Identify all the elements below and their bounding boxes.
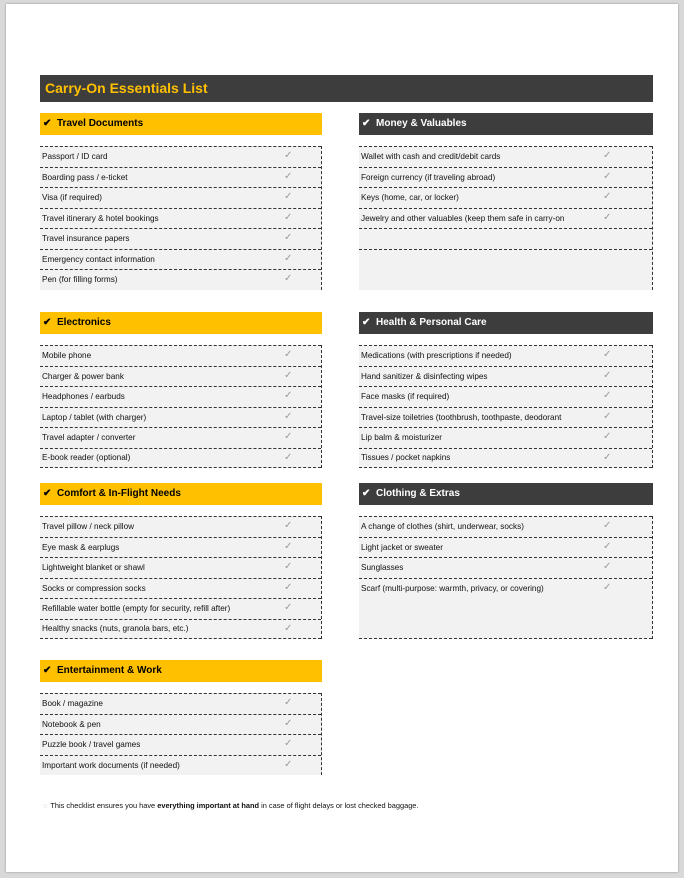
checklist	[40, 146, 322, 290]
checkmark-icon[interactable]: ✓	[284, 349, 293, 360]
checkmark-icon[interactable]: ✓	[603, 561, 612, 572]
section-entertainment-work	[40, 660, 322, 775]
checkmark-icon: ✔	[43, 118, 52, 129]
list-item[interactable]: Wallet with cash and credit/debit cards ✓	[359, 146, 652, 167]
list-item[interactable]: Visa (if required) ✓	[40, 187, 321, 208]
list-item[interactable]: Refillable water bottle (empty for security, refill after) ✓	[40, 598, 321, 619]
section-title: Entertainment & Work	[57, 665, 162, 676]
checkmark-icon[interactable]: ✓	[603, 369, 612, 381]
checkmark-icon[interactable]: ✓	[284, 170, 293, 182]
checkmark-icon[interactable]: ✓	[603, 150, 612, 161]
checkmark-icon[interactable]: ✓	[284, 410, 293, 422]
checkmark-icon[interactable]: ✓	[284, 451, 293, 463]
checkmark-icon[interactable]: ✓	[603, 211, 612, 223]
list-item[interactable]: E-book reader (optional) ✓	[40, 448, 321, 469]
checkmark-icon: ✔	[43, 488, 52, 499]
checkmark-icon[interactable]: ✓	[603, 410, 612, 422]
list-item[interactable]: Scarf (multi-purpose: warmth, privacy, or covering) ✓	[359, 578, 652, 599]
checkmark-icon: ✔	[362, 317, 371, 328]
section-title: Travel Documents	[57, 118, 144, 129]
checkmark-icon[interactable]: ✓	[603, 390, 612, 401]
section-header	[359, 113, 653, 135]
checkmark-icon[interactable]: ✓	[284, 191, 293, 202]
checklist	[359, 345, 653, 468]
section-header	[40, 660, 322, 682]
checklist	[359, 146, 653, 290]
list-item[interactable]: Tissues / pocket napkins ✓	[359, 448, 652, 469]
checkmark-icon[interactable]: ✓	[284, 273, 293, 284]
checkmark-icon[interactable]: ✓	[284, 520, 293, 531]
checkmark-icon[interactable]: ✓	[603, 431, 612, 442]
list-item[interactable]: Keys (home, car, or locker) ✓	[359, 187, 652, 208]
checkmark-icon[interactable]: ✓	[284, 390, 293, 401]
checkmark-icon: ✔	[43, 665, 52, 676]
list-item[interactable]: Travel-size toiletries (toothbrush, toothpaste, deodorant ✓	[359, 407, 652, 428]
list-item[interactable]: Charger & power bank ✓	[40, 366, 321, 387]
list-item[interactable]: Pen (for filling forms) ✓	[40, 269, 321, 290]
list-item[interactable]: Passport / ID card ✓	[40, 146, 321, 167]
checkmark-icon[interactable]: ✓	[603, 349, 612, 360]
list-item[interactable]: Sunglasses ✓	[359, 557, 652, 578]
section-comfort-inflight	[40, 483, 322, 639]
section-title: Clothing & Extras	[376, 488, 460, 499]
section-header	[40, 483, 322, 505]
checklist	[40, 516, 322, 639]
list-item[interactable]: Lip balm & moisturizer ✓	[359, 427, 652, 448]
checkmark-icon[interactable]: ✓	[603, 581, 612, 593]
list-item[interactable]: Book / magazine ✓	[40, 693, 321, 714]
checkmark-icon: ✔	[362, 118, 371, 129]
list-item[interactable]: Headphones / earbuds ✓	[40, 386, 321, 407]
list-item[interactable]: Face masks (if required) ✓	[359, 386, 652, 407]
section-header	[359, 312, 653, 334]
checkmark-icon[interactable]: ✓	[284, 738, 293, 749]
checkmark-icon[interactable]: ✓	[603, 191, 612, 202]
list-item[interactable]: Boarding pass / e-ticket ✓	[40, 167, 321, 188]
section-clothing-extras	[359, 483, 653, 639]
list-item[interactable]: Socks or compression socks ✓	[40, 578, 321, 599]
checkmark-icon[interactable]: ✓	[284, 540, 293, 552]
section-header	[40, 113, 322, 135]
page-title: Carry-On Essentials List	[40, 75, 653, 102]
section-header	[359, 483, 653, 505]
list-item[interactable]: Lightweight blanket or shawl ✓	[40, 557, 321, 578]
checklist	[40, 693, 322, 775]
section-electronics	[40, 312, 322, 468]
list-item[interactable]: Healthy snacks (nuts, granola bars, etc.) ✓	[40, 619, 321, 640]
checkmark-icon[interactable]: ✓	[284, 622, 293, 634]
list-item[interactable]: Travel pillow / neck pillow ✓	[40, 516, 321, 537]
checkmark-icon[interactable]: ✓	[284, 561, 293, 572]
list-item[interactable]: Eye mask & earplugs ✓	[40, 537, 321, 558]
list-item[interactable]: Foreign currency (if traveling abroad) ✓	[359, 167, 652, 188]
list-item[interactable]: Notebook & pen ✓	[40, 714, 321, 735]
checkmark-icon[interactable]: ✓	[284, 369, 293, 381]
checkmark-icon[interactable]: ✓	[284, 581, 293, 593]
list-item[interactable]: A change of clothes (shirt, underwear, socks) ✓	[359, 516, 652, 537]
list-item[interactable]: Travel insurance papers ✓	[40, 228, 321, 249]
empty-row[interactable]	[359, 598, 652, 619]
list-item[interactable]: Puzzle book / travel games ✓	[40, 734, 321, 755]
checkmark-icon: ✔	[43, 317, 52, 328]
checkmark-icon[interactable]: ✓	[603, 451, 612, 463]
checkmark-icon[interactable]: ✓	[284, 697, 293, 708]
list-item[interactable]: Hand sanitizer & disinfecting wipes ✓	[359, 366, 652, 387]
empty-row[interactable]	[359, 228, 652, 249]
section-title: Comfort & In-Flight Needs	[57, 488, 181, 499]
checkmark-icon[interactable]: ✓	[603, 520, 612, 531]
list-item[interactable]: Emergency contact information ✓	[40, 249, 321, 270]
checkmark-icon[interactable]: ✓	[284, 232, 293, 243]
checklist	[40, 345, 322, 468]
checklist	[359, 516, 653, 639]
list-item[interactable]: Jewelry and other valuables (keep them safe in carry-on ✓	[359, 208, 652, 229]
section-money-valuables	[359, 113, 653, 290]
list-item[interactable]: Important work documents (if needed) ✓	[40, 755, 321, 776]
checkmark-icon[interactable]: ✓	[284, 252, 293, 264]
checkmark-icon[interactable]: ✓	[284, 602, 293, 613]
checkmark-icon[interactable]: ✓	[603, 540, 612, 552]
section-header	[40, 312, 322, 334]
empty-row[interactable]	[359, 619, 652, 640]
section-title: Health & Personal Care	[376, 317, 487, 328]
checkmark-icon[interactable]: ✓	[284, 717, 293, 729]
checkmark-icon[interactable]: ✓	[284, 150, 293, 161]
checkmark-icon: ✔	[362, 488, 371, 499]
list-item[interactable]: Travel itinerary & hotel bookings ✓	[40, 208, 321, 229]
document-page	[6, 4, 678, 872]
list-item[interactable]: Medications (with prescriptions if needed) ✓	[359, 345, 652, 366]
list-item[interactable]: Mobile phone ✓	[40, 345, 321, 366]
empty-row[interactable]	[359, 249, 652, 270]
section-title: Money & Valuables	[376, 118, 467, 129]
empty-row[interactable]	[359, 269, 652, 290]
checkmark-icon[interactable]: ✓	[284, 431, 293, 442]
section-travel-documents	[40, 113, 322, 290]
checkmark-icon[interactable]: ✓	[284, 758, 293, 770]
list-item[interactable]: Laptop / tablet (with charger) ✓	[40, 407, 321, 428]
section-title: Electronics	[57, 317, 111, 328]
checkmark-icon[interactable]: ✓	[603, 170, 612, 182]
list-item[interactable]: Light jacket or sweater ✓	[359, 537, 652, 558]
footer-note: ◌ This checklist ensures you have everything important at hand in case of flight delays or lost checked baggage.	[43, 801, 419, 810]
info-icon: ◌	[43, 801, 48, 810]
list-item[interactable]: Travel adapter / converter ✓	[40, 427, 321, 448]
section-health-personal-care	[359, 312, 653, 468]
checkmark-icon[interactable]: ✓	[284, 211, 293, 223]
